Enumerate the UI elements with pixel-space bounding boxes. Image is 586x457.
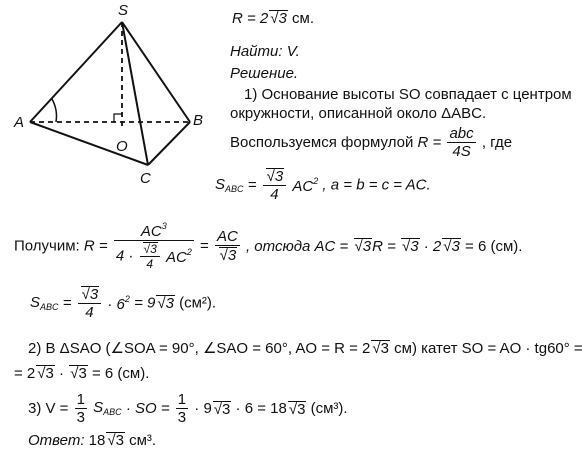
right-angle-mark bbox=[114, 114, 122, 122]
edge-SB bbox=[122, 22, 190, 122]
step2-line1: 2) В ΔSAO (∠SOA = 90°, ∠SAO = 60°, AO = R = 2√ 3 см) катет SO = AO · tg60° = bbox=[28, 340, 583, 356]
area-value: $S_{ABC}$ = √ $\frac{3}{4}$ · $6^2 = 9√$ 3 (см²). bbox=[30, 286, 216, 320]
step1-line2: окружности, описанной около ΔABC. bbox=[230, 105, 487, 122]
angle-arc-A bbox=[52, 99, 57, 122]
step1-line1: 1) Основание высоты SO совпадает с центром bbox=[244, 86, 572, 103]
pyramid-figure bbox=[0, 0, 215, 205]
answer-line: Ответ: 18√ 3 см³. bbox=[28, 432, 156, 448]
edge-SA bbox=[30, 22, 122, 122]
find-line: Найти: V. bbox=[230, 43, 300, 60]
label-O: O bbox=[116, 138, 128, 155]
edge-AC bbox=[30, 122, 148, 165]
area-formula: $S_{ABC}$ = √ $\frac{3}{4}$ $AC^2$ , a = b = c = AC. bbox=[215, 168, 431, 202]
formula-line: Воспользуемся формулой R = $\frac{\text{abc}}{4S}$ , где bbox=[230, 125, 513, 160]
solution-heading: Решение. bbox=[230, 65, 299, 82]
label-C: C bbox=[140, 170, 151, 187]
get-line: Получим: R = $AC^3$ 4 · √ $\frac{3}{4}$ $AC^2$ = AC √ 3 , отсюда AC = √ 3R = √ 3 · 2√ 3 = 6 (см). bbox=[14, 222, 522, 270]
label-A: A bbox=[14, 114, 25, 131]
edge-BC bbox=[148, 122, 190, 165]
step3-line: 3) V = $\frac{1}{3}$ $S_{ABC}$ · SO = $\frac{1}{3}$ · 9√ 3 · 6 = 18√ 3 (см³). bbox=[28, 392, 348, 425]
given-R: R = 2√ 3 см. bbox=[232, 10, 314, 26]
step2-line2: = 2√ 3 · √ 3 = 6 (см). bbox=[14, 365, 149, 381]
label-S: S bbox=[118, 2, 129, 19]
label-B: B bbox=[193, 112, 204, 129]
